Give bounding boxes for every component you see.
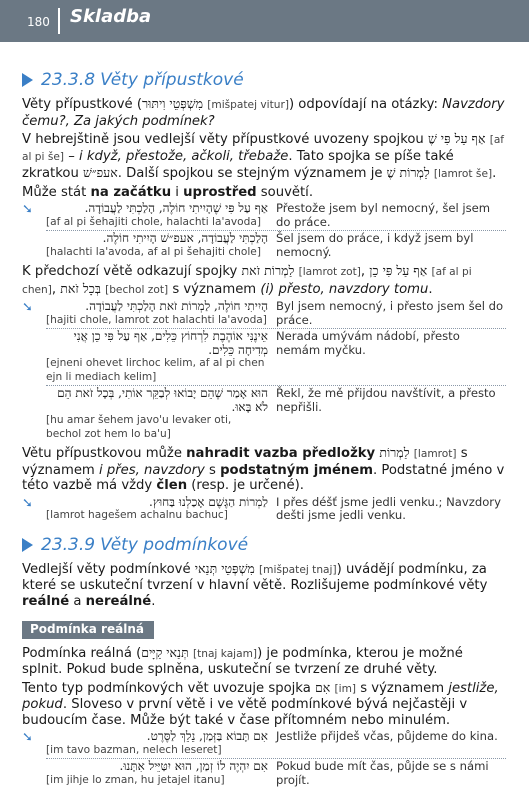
- example-hebrew: אַף עַל פִּי שֶׁהָיִיתִי חוֹלֶה, הָלַכְתִּי לַעֲבוֹדָה. [af al pi šehajiti chole, halachti la'avoda]: [46, 201, 268, 228]
- example-block: [22, 202, 506, 259]
- example-translation: Šel jsem do práce, i když jsem byl nemocný.: [276, 231, 474, 259]
- example-hebrew: אֵינֶנִּי אוֹהֶבֶת לִרְחוֹץ כֵּלִים, אַף עַל פִּי כֵן אֲנִי מְדִיחָה כֵּלִים. [ejneni ohevet lirchoc kelim, af al pi chen ejn li mediach kelim]: [46, 329, 268, 383]
- example-translation: Jestliže přijdeš včas, půjdeme do kina.: [276, 729, 498, 743]
- triangle-bullet-icon: [22, 73, 33, 87]
- example-translation: Řekl, že mě přijdou navštívit, a přesto nepřišli.: [276, 386, 496, 414]
- section-title: Věty podmínkové: [100, 534, 249, 555]
- paragraph: Vedlejší věty podmínkové מִשְׁפְּטֵי תְּנַאי [mišpatej tnaj]) uvádějí podmínku, za které se uskuteční tvrzení v hlavní větě. Rozlišujeme podmínkové věty reálné a nereálné.: [22, 560, 488, 609]
- example-translation: Pokud bude mít čas, půjde se s námi projít.: [276, 759, 489, 787]
- subsection-badge: Podmínka reálná: [22, 621, 154, 639]
- paragraph: Podmínka reálná (תְּנַאי קַיָּים [tnaj kajam]) je podmínka, kterou je možné splnit. Pokud bude splněna, uskuteční se tvrzení ze druhé věty.: [22, 644, 463, 677]
- example-hebrew: לַמְרוֹת הַגֶּשֶׁם אָכַלְנוּ בַּחוּץ. [lamrot hagešem achalnu bachuc]: [46, 494, 268, 521]
- paragraph: Věty přípustkové (מִשְׁפְּטֵי וִיתּוּר [mišpatej vitur]) odpovídají na otázky: Navzdory čemu?, Za jakých podmínek?: [22, 96, 505, 129]
- example-translation: Přestože jsem byl nemocný, šel jsem do práce.: [276, 201, 491, 229]
- page-header: [0, 0, 529, 42]
- arrow-down-right-icon: ➘: [22, 202, 33, 217]
- paragraph: Tento typ podmínkových vět uvozuje spojka אִם [im] s významem jestliže, pokud. Sloveso v první větě i ve větě podmínkové bývá nejčastěji v budoucím čase. Může být také v čase přítomném nebo minulém.: [22, 679, 499, 728]
- arrow-down-right-icon: ➘: [22, 495, 33, 511]
- triangle-bullet-icon: [22, 538, 33, 552]
- example-hebrew: הָיִיתִי חוֹלֶה, לַמְרוֹת זֹאת הָלַכְתִּי לַעֲבוֹדָה. [hajiti chole, lamrot zot halachti la'avoda]: [46, 299, 268, 326]
- example-translation: Nerada umývám nádobí, přesto nemám myčku.: [276, 329, 460, 357]
- example-hebrew: אִם תָּבוֹא בַּזְּמַן, נֵלֵךְ לַסֶּרֶט. [im tavo bazman, nelech leseret]: [46, 729, 268, 756]
- arrow-down-right-icon: ➘: [22, 300, 33, 315]
- section-number: 23.3.8: [41, 70, 96, 90]
- arrow-down-right-icon: ➘: [22, 730, 33, 745]
- section-heading-conditional: [22, 535, 506, 555]
- section-number: 23.3.9: [41, 534, 96, 555]
- example-block: [22, 300, 506, 441]
- example-translation: Byl jsem nemocný, i přesto jsem šel do práce.: [276, 299, 504, 327]
- example-hebrew: אִם יִהְיֶה לוֹ זְמַן, הוּא יִטַּיֵּיל אִתָּנוּ. [im jihje lo zman, hu jetajel itanu]: [46, 759, 268, 786]
- section-title: Věty přípustkové: [100, 70, 244, 90]
- example-block: [22, 496, 506, 523]
- section-heading-concessive: [22, 70, 506, 90]
- example-hebrew: הָלַכְתִּי לַעֲבוֹדָה, אעפ״שׁ הָיִיתִי חוֹלֶה. [halachti la'avoda, af al pi šehajiti chole]: [46, 231, 268, 258]
- page-number: 180: [27, 15, 50, 29]
- example-block: [22, 730, 506, 787]
- paragraph: K předchozí větě odkazují spojky לַמְרוֹת זֹאת [lamrot zot], אַף עַל פִּי כֵן [af al pi chen], בְּכָל זֹאת [bechol zot] s významem (i) přesto, navzdory tomu.: [22, 263, 472, 297]
- header-divider: [58, 8, 60, 34]
- example-hebrew: הוּא אָמַר שֶׁהֵם יָבוֹאוּ לְבַקֵּר אוֹתִי, בְּכָל זֹאת הֵם לֹא בָּאוּ. [hu amar šehem javo'u levaker oti, bechol zot hem lo ba'u]: [46, 386, 268, 440]
- paragraph: Větu přípustkovou může nahradit vazba předložky לַמְרוֹת [lamrot] s významem i přes, navzdory s podstatným jménem. Podstatné jméno v této vazbě má vždy člen (resp. je určené).: [22, 445, 505, 493]
- paragraph: V hebrejštině jsou vedlejší věty přípustkové uvozeny spojkou אַף עַל פִּי שֶׁ [af al pi še] – i když, přestože, ačkoli, třebaže. Tato spojka se píše také zkratkou אעפ״שׁ. Další spojkou se stejným významem je לַמְרוֹת שֶׁ [lamrot še].: [22, 131, 505, 181]
- chapter-title: Skladba: [70, 6, 152, 27]
- example-translation: I přes déšť jsme jedli venku.; Navzdory dešti jsme jedli venku.: [276, 494, 501, 522]
- page-content: [22, 58, 506, 791]
- paragraph: Může stát na začátku i uprostřed souvětí.: [22, 184, 314, 200]
